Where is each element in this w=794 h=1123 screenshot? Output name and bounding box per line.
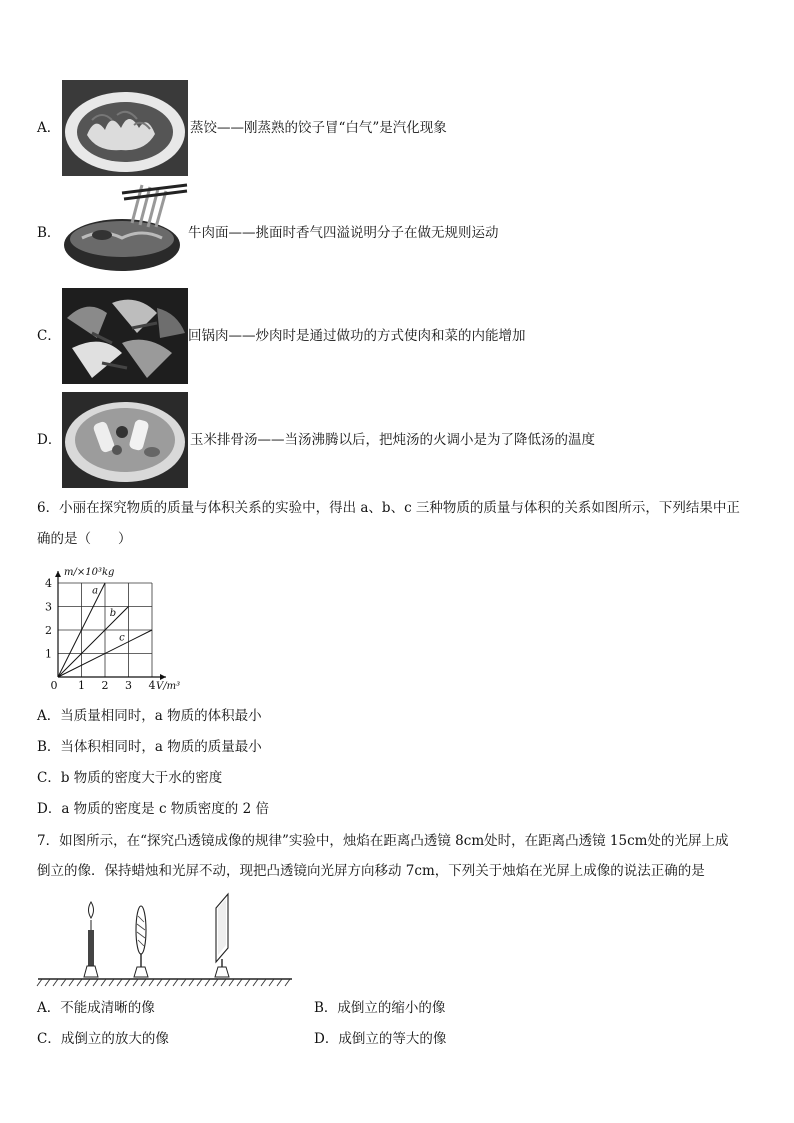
q5-option-d-text: 玉米排骨汤——当汤沸腾以后，把炖汤的火调小是为了降低汤的温度 — [190, 432, 595, 448]
q5-option-c-text: 回锅肉——炒肉时是通过做功的方式使肉和菜的内能增加 — [188, 328, 526, 344]
q7-stem-line1: 7．如图所示，在“探究凸透镜成像的规律”实验中，烛焰在距离凸透镜 8cm处时，在距离凸透镜 15cm处的光屏上成 — [37, 833, 729, 849]
q5-option-b-letter: B． — [37, 225, 61, 241]
q5-option-d-letter: D． — [37, 432, 62, 448]
series-label-b: b — [109, 607, 117, 619]
q6-stem-line1: 6．小丽在探究物质的质量与体积关系的实验中，得出 a、b、c 三种物质的质量与体积的关系如图所示，下列结果中正 — [37, 500, 740, 516]
q7-option-d: D．成倒立的等大的像 — [314, 1031, 447, 1047]
q5-option-a-letter: A． — [37, 120, 61, 136]
twice-cooked-pork-photo — [62, 288, 188, 384]
y-tick-label: 1 — [45, 647, 52, 661]
y-tick-label: 3 — [45, 600, 52, 614]
q6-option-d: D．a 物质的密度是 c 物质密度的 2 倍 — [37, 801, 269, 817]
x-tick-label: 3 — [125, 679, 132, 690]
series-line-b — [58, 607, 129, 678]
q7-optical-bench-figure — [36, 890, 296, 990]
y-axis-arrow-icon — [55, 571, 61, 577]
steamed-dumplings-photo — [62, 80, 188, 176]
q6-option-b: B．当体积相同时，a 物质的质量最小 — [37, 739, 262, 755]
q6-stem-line2: 确的是（ ） — [37, 531, 132, 547]
light-screen-icon — [215, 894, 229, 977]
q6-mass-volume-graph — [40, 560, 200, 690]
q6-option-a: A．当质量相同时，a 物质的体积最小 — [37, 708, 262, 724]
candle-icon — [84, 902, 98, 977]
x-tick-label: 2 — [101, 679, 109, 690]
y-tick-label: 4 — [45, 577, 52, 590]
x-axis-arrow-icon — [160, 674, 166, 680]
beef-noodles-photo — [62, 183, 188, 275]
q7-option-a: A．不能成清晰的像 — [37, 1000, 155, 1016]
x-tick-label: 1 — [78, 679, 85, 690]
q5-option-c-letter: C． — [37, 328, 61, 344]
corn-rib-soup-photo — [62, 392, 188, 488]
q6-option-c: C．b 物质的密度大于水的密度 — [37, 770, 223, 786]
q7-option-b: B．成倒立的缩小的像 — [314, 1000, 446, 1016]
y-axis-label: m/×10³kg — [64, 567, 115, 578]
origin-label: 0 — [50, 679, 58, 690]
x-tick-label: 4 — [148, 679, 156, 690]
series-label-c: c — [119, 632, 125, 644]
q7-stem-line2: 倒立的像．保持蜡烛和光屏不动，现把凸透镜向光屏方向移动 7cm，下列关于烛焰在光屏上成像的说法正确的是 — [37, 863, 705, 879]
q7-option-c: C．成倒立的放大的像 — [37, 1031, 169, 1047]
series-label-a: a — [92, 585, 99, 597]
y-tick-label: 2 — [45, 624, 52, 637]
x-axis-label: V/m³ — [156, 681, 181, 690]
q5-option-b-text: 牛肉面——挑面时香气四溢说明分子在做无规则运动 — [188, 225, 499, 241]
bench-hatching — [37, 979, 290, 986]
convex-lens-icon — [134, 906, 148, 977]
q5-option-a-text: 蒸饺——刚蒸熟的饺子冒“白气”是汽化现象 — [190, 120, 447, 136]
